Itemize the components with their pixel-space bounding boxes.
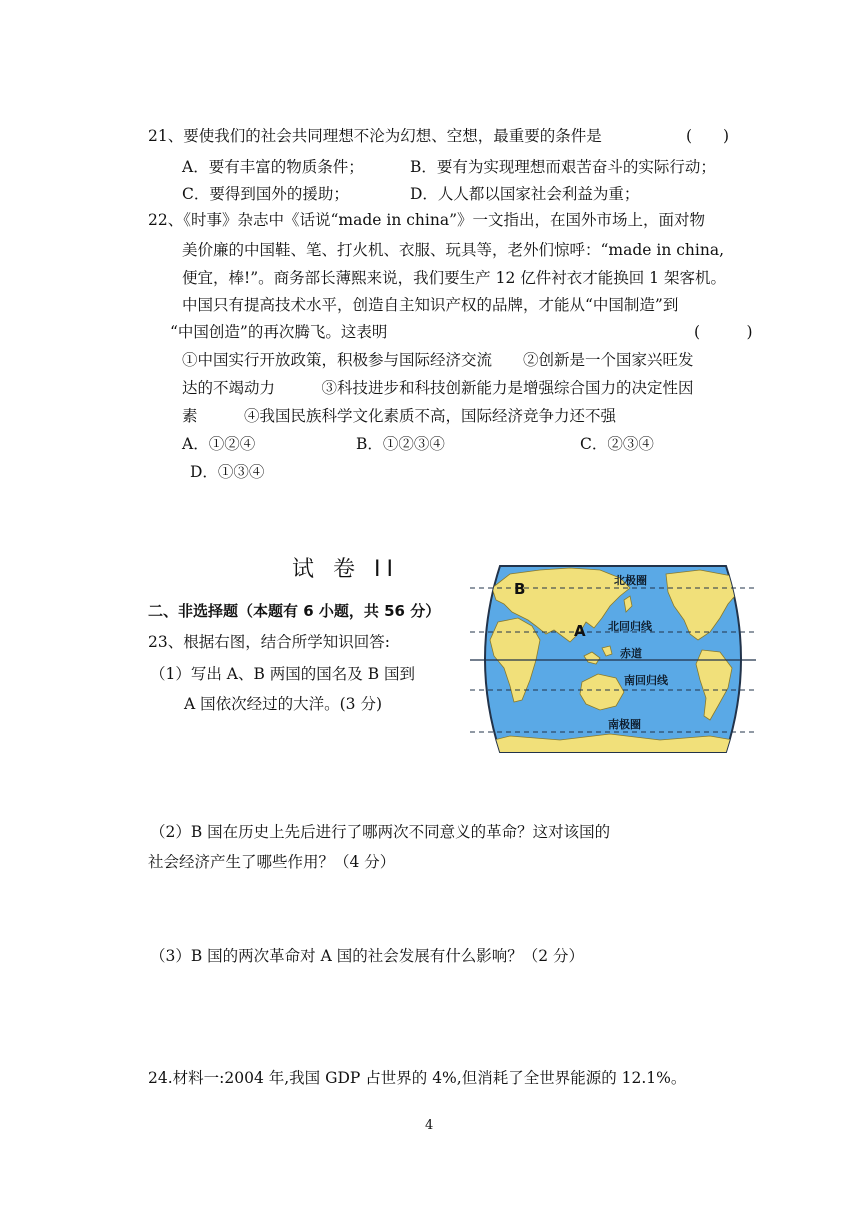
q22-statement-1: ①中国实行开放政策，积极参与国际经济交流 ②创新是一个国家兴旺发 bbox=[182, 351, 694, 369]
q21-option-d: D．人人都以国家社会利益为重； bbox=[410, 185, 640, 203]
q22-option-a: A．①②④ bbox=[182, 435, 256, 453]
q24-material-1: 24.材料一:2004 年,我国 GDP 占世界的 4%,但消耗了全世界能源的 12.1%。 bbox=[148, 1069, 687, 1087]
q22-line-2: 美价廉的中国鞋、笔、打火机、衣服、玩具等，老外们惊呼：“made in china, bbox=[182, 241, 725, 259]
q21-option-a: A．要有丰富的物质条件； bbox=[182, 158, 364, 176]
q21-option-c: C．要得到国外的援助； bbox=[182, 185, 349, 203]
antarctic-label: 南极圈 bbox=[608, 718, 641, 731]
q23-sub3: （3）B 国的两次革命对 A 国的社会发展有什么影响？（2 分） bbox=[150, 947, 585, 965]
q23-sub2-line2: 社会经济产生了哪些作用？（4 分） bbox=[148, 853, 396, 871]
q22-statement-2: 达的不竭动力 ③科技进步和科技创新能力是增强综合国力的决定性因 bbox=[182, 379, 694, 397]
q23-sub1-line1: （1）写出 A、B 两国的国名及 B 国到 bbox=[150, 665, 416, 683]
q22-line-3: 便宜，棒!”。商务部长薄熙来说，我们要生产 12 亿件衬衣才能换回 1 架客机。 bbox=[182, 269, 726, 287]
country-b-label: B bbox=[514, 580, 526, 598]
q22-line-1: 22、《时事》杂志中《话说“made in china”》一文指出，在国外市场上，面对物 bbox=[148, 211, 705, 229]
tropic-cancer-label: 北回归线 bbox=[608, 620, 652, 633]
q23-sub2-line1: （2）B 国在历史上先后进行了哪两次不同意义的革命？这对该国的 bbox=[150, 823, 611, 841]
q23-sub1-line2: A 国依次经过的大洋。(3 分) bbox=[184, 695, 383, 713]
q22-line-4: 中国只有提高技术水平，创造自主知识产权的品牌，才能从“中国制造”到 bbox=[182, 296, 679, 314]
q21-option-b: B．要有为实现理想而艰苦奋斗的实际行动； bbox=[410, 158, 716, 176]
q21-answer-paren: ( ) bbox=[686, 127, 730, 145]
q22-statement-3: 素 ④我国民族科学文化素质不高，国际经济竞争力还不强 bbox=[182, 407, 617, 425]
equator-label: 赤道 bbox=[620, 647, 642, 660]
q22-option-c: C．②③④ bbox=[580, 435, 654, 453]
arctic-label: 北极圈 bbox=[614, 574, 647, 587]
world-map-figure bbox=[470, 560, 756, 758]
q21-stem bbox=[148, 124, 602, 146]
q22-answer-paren: ( ) bbox=[694, 323, 753, 341]
q21-stem-text: 21、要使我们的社会共同理想不沦为幻想、空想，最重要的条件是 bbox=[148, 127, 602, 145]
part2-title: 试 卷 II bbox=[292, 557, 399, 582]
page-number: 4 bbox=[425, 1118, 434, 1133]
q22-line-5: “中国创造”的再次腾飞。这表明 bbox=[170, 323, 388, 341]
q23-stem: 23、根据右图，结合所学知识回答: bbox=[148, 633, 390, 651]
section-heading: 二、非选择题（本题有 6 小题，共 56 分） bbox=[148, 602, 441, 620]
map-land-antarctica bbox=[470, 734, 756, 758]
country-a-label: A bbox=[574, 622, 586, 640]
q22-option-b: B．①②③④ bbox=[356, 435, 445, 453]
tropic-capricorn-label: 南回归线 bbox=[624, 674, 668, 687]
q22-option-d: D．①③④ bbox=[190, 463, 265, 481]
